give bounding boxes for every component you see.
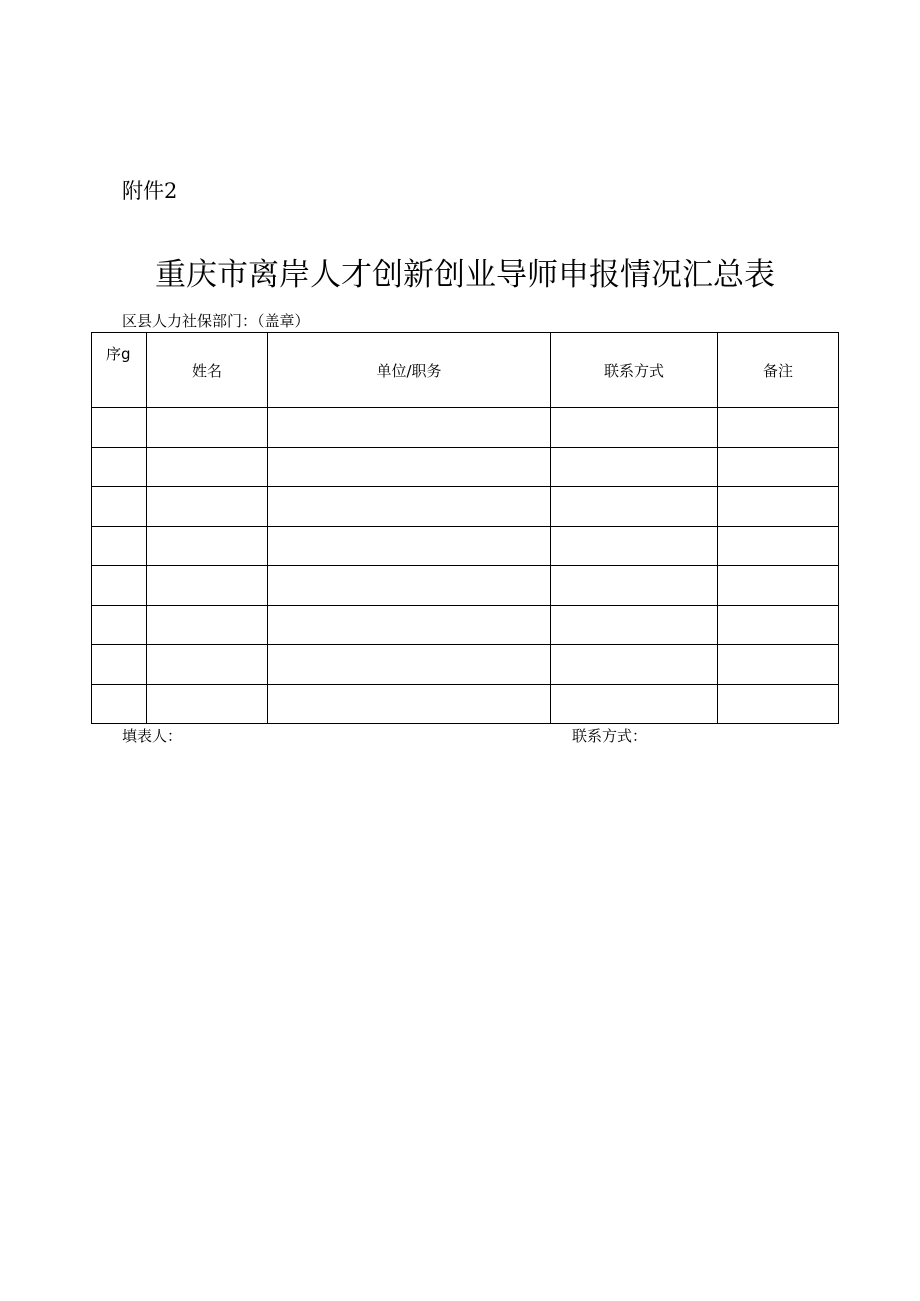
table-cell[interactable] (551, 526, 718, 566)
table-cell[interactable] (268, 605, 551, 645)
table-cell[interactable] (268, 447, 551, 487)
table-cell[interactable] (718, 645, 839, 685)
table-cell[interactable] (551, 408, 718, 448)
table-cell[interactable] (92, 408, 147, 448)
table-cell[interactable] (147, 566, 268, 606)
table-row (92, 487, 839, 527)
table-cell[interactable] (147, 487, 268, 527)
table-cell[interactable] (718, 526, 839, 566)
table-cell[interactable] (718, 487, 839, 527)
column-header-seq (92, 333, 147, 408)
table-cell[interactable] (147, 684, 268, 724)
table-row (92, 645, 839, 685)
table-cell[interactable] (268, 408, 551, 448)
column-header-name: 姓名 (147, 333, 268, 408)
column-header-label: 序g (106, 345, 131, 363)
table-cell[interactable] (92, 526, 147, 566)
table-cell[interactable] (92, 605, 147, 645)
table-cell[interactable] (551, 487, 718, 527)
table-row (92, 605, 839, 645)
table-cell[interactable] (147, 605, 268, 645)
page-title: 重庆市离岸人才创新创业导师申报情况汇总表 (155, 257, 775, 293)
filler-label: 填表人： (122, 727, 183, 745)
table-cell[interactable] (147, 526, 268, 566)
table-row (92, 526, 839, 566)
table-cell[interactable] (268, 566, 551, 606)
table-row (92, 408, 839, 448)
table-cell[interactable] (718, 605, 839, 645)
department-stamp-line: 区县人力社保部门：（盖章） (122, 312, 310, 330)
table-cell[interactable] (147, 645, 268, 685)
table-cell[interactable] (92, 684, 147, 724)
table-cell[interactable] (718, 684, 839, 724)
table-cell[interactable] (268, 645, 551, 685)
table-cell[interactable] (92, 487, 147, 527)
footer-contact-label: 联系方式： (572, 727, 648, 745)
table-row (92, 447, 839, 487)
table-cell[interactable] (92, 566, 147, 606)
summary-table (91, 332, 839, 724)
column-header-contact: 联系方式 (551, 333, 718, 408)
table-cell[interactable] (268, 487, 551, 527)
table-row (92, 566, 839, 606)
table-cell[interactable] (92, 645, 147, 685)
table-cell[interactable] (551, 684, 718, 724)
table-cell[interactable] (551, 645, 718, 685)
attachment-label: 附件2 (122, 179, 178, 203)
table-cell[interactable] (147, 408, 268, 448)
table-cell[interactable] (551, 605, 718, 645)
column-header-unit-position: 单位/职务 (268, 333, 551, 408)
table-cell[interactable] (551, 447, 718, 487)
table-cell[interactable] (92, 447, 147, 487)
table-cell[interactable] (551, 566, 718, 606)
table-cell[interactable] (147, 447, 268, 487)
table-cell[interactable] (268, 684, 551, 724)
table-cell[interactable] (268, 526, 551, 566)
table-header-row (92, 333, 839, 408)
column-header-remarks: 备注 (718, 333, 839, 408)
table-row (92, 684, 839, 724)
table-cell[interactable] (718, 566, 839, 606)
table-cell[interactable] (718, 408, 839, 448)
table-cell[interactable] (718, 447, 839, 487)
